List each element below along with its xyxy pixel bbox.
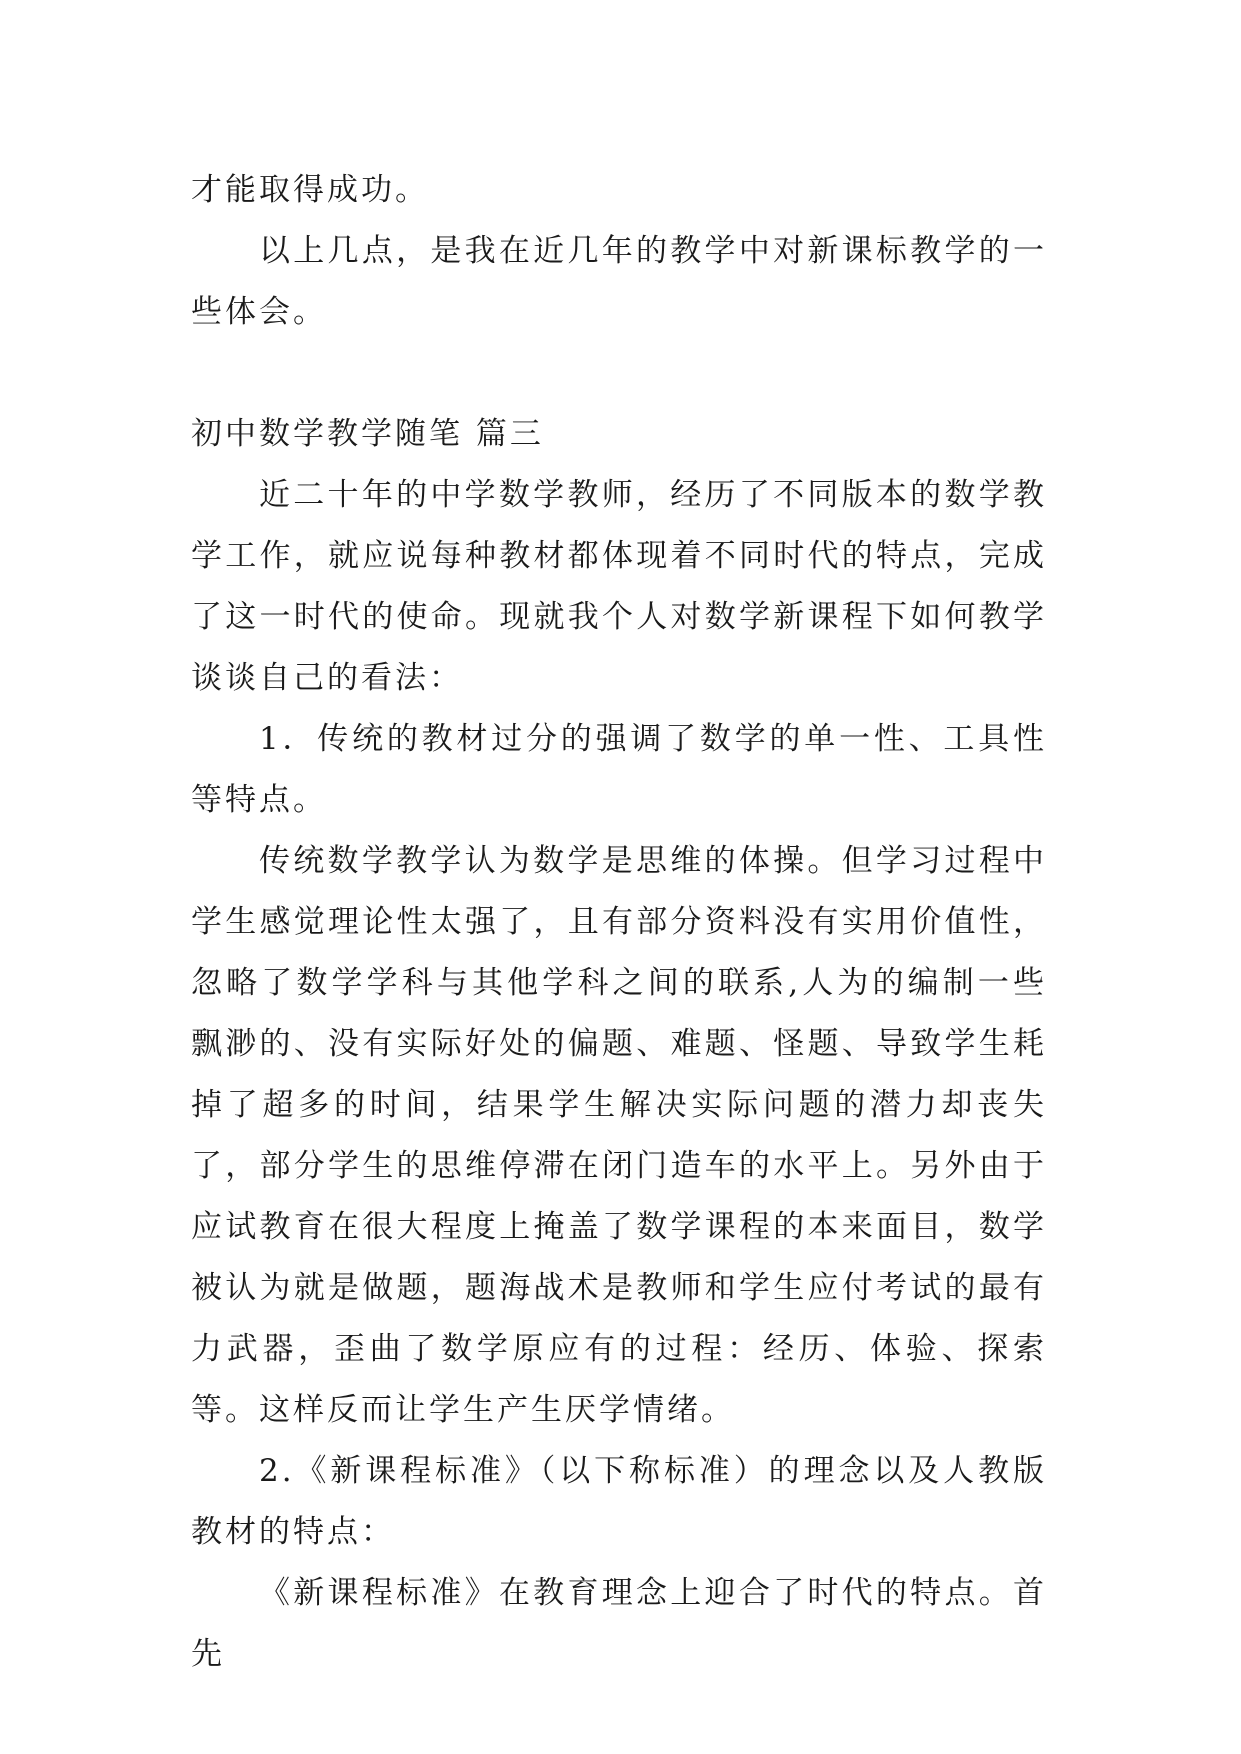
paragraph-intro: 近二十年的中学数学教师，经历了不同版本的数学教学工作，就应说每种教材都体现着不同时代的特点，完成了这一时代的使命。现就我个人对数学新课程下如何教学谈谈自己的看法：	[191, 477, 1047, 696]
paragraph-point-1: 1．传统的教材过分的强调了数学的单一性、工具性等特点。	[191, 721, 1047, 818]
paragraph-point-2: 2.《新课程标准》（以下称标准）的理念以及人教版教材的特点：	[191, 1453, 1047, 1550]
document-body	[191, 160, 1047, 1685]
section-heading: 初中数学教学随笔 篇三	[191, 416, 544, 452]
paragraph-conclusion-end: 才能取得成功。	[191, 172, 429, 208]
paragraph-summary: 以上几点，是我在近几年的教学中对新课标教学的一些体会。	[191, 233, 1047, 330]
paragraph-traditional-teaching: 传统数学教学认为数学是思维的体操。但学习过程中学生感觉理论性太强了，且有部分资料没有实用价值性，忽略了数学学科与其他学科之间的联系,人为的编制一些飘渺的、没有实际好处的偏题、难题、怪题、导致学生耗掉了超多的时间，结果学生解决实际问题的潜力却丧失了，部分学生的思维停滞在闭门造车的水平上。另外由于应试教育在很大程度上掩盖了数学课程的本来面目，数学被认为就是做题，题海战术是教师和学生应付考试的最有力武器，歪曲了数学原应有的过程：经历、体验、探索等。这样反而让学生产生厌学情绪。	[191, 843, 1047, 1428]
paragraph-new-standard: 《新课程标准》在教育理念上迎合了时代的特点。首先	[191, 1575, 1047, 1672]
